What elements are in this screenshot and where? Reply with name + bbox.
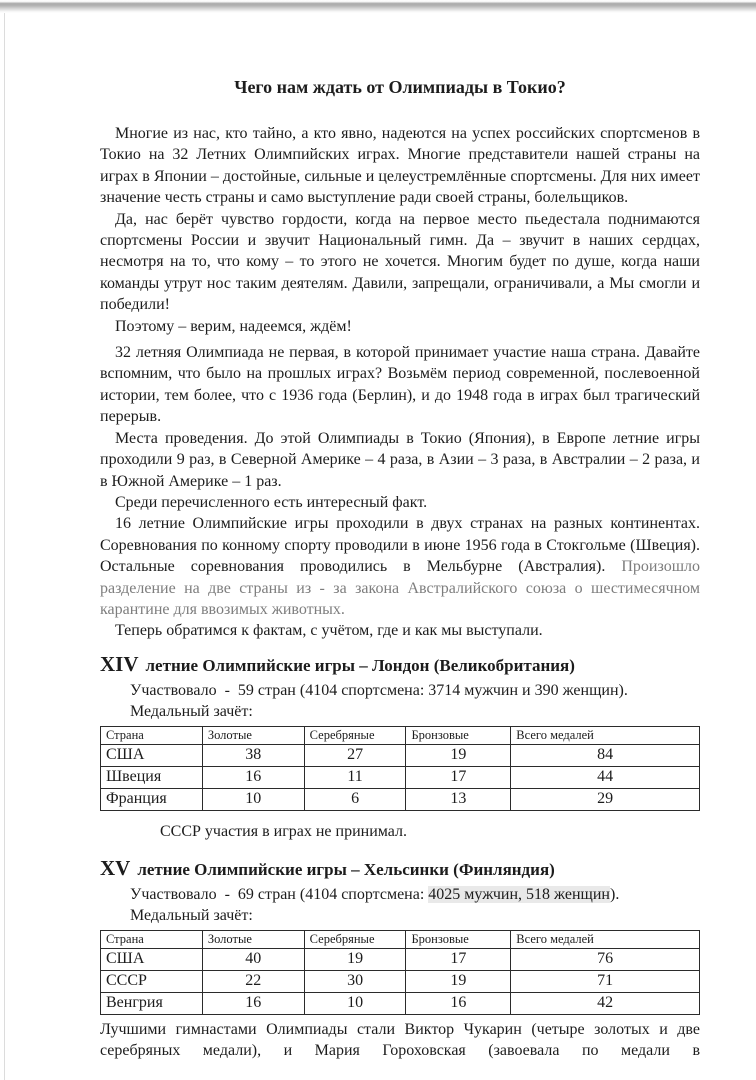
page-left-edge (4, 13, 5, 1080)
table-row (101, 948, 700, 970)
table-row (101, 744, 700, 766)
medal-table-london (100, 726, 700, 811)
column-header-silver: Серебряные (304, 726, 406, 744)
cell-bronze: 13 (406, 788, 511, 810)
participation-highlight: 4025 мужчин, 518 женщин (428, 885, 610, 903)
medal-label-helsinki: Медальный зачёт: (130, 907, 253, 925)
participation-prefix: Участвовало - 69 стран (4104 спортсмена: (130, 885, 429, 903)
cell-gold: 38 (202, 744, 304, 766)
cell-gold: 10 (202, 788, 304, 810)
cell-total: 42 (511, 992, 700, 1014)
paragraph-pride: Да, нас берёт чувство гордости, когда на первое место пьедестала поднимаются спортсмены России и звучит Национальный гимн. Да – звучит в наших сердцах, несмотря на то, что кому – то этого не хочется. Многим будет по душе, когда наши команды утрут нос таким деятелям. Давили, запрещали, ограничивали, а Мы смогли и победили! (100, 210, 700, 314)
column-header-bronze: Бронзовые (406, 930, 511, 948)
cell-country: Франция (101, 788, 203, 810)
cell-bronze: 19 (406, 744, 511, 766)
table-header-row (101, 930, 700, 948)
ussr-note: СССР участия в играх не принимал. (160, 822, 408, 840)
column-header-gold: Золотые (202, 726, 304, 744)
cell-total: 71 (511, 970, 700, 992)
document-title: Чего нам ждать от Олимпиады в Токио? (234, 77, 566, 97)
column-header-country: Страна (101, 930, 203, 948)
paragraph-intro: Многие из нас, кто тайно, а кто явно, надеются на успех российских спортсменов в Токио на 32 Летних Олимпийских играх. Многие представители нашей страны на играх в Японии – достойные, сильные и целеустремлённые спортсмены. Для них имеет значение честь страны и само выступление ради своей страны, болельщиков. (100, 125, 700, 207)
column-header-silver: Серебряные (304, 930, 406, 948)
medal-label-london: Медальный зачёт: (130, 703, 253, 721)
table-header-row (101, 726, 700, 744)
cell-country: СССР (101, 970, 203, 992)
page-top-edge (0, 0, 756, 13)
cell-gold: 16 (202, 992, 304, 1014)
section-numeral: XV (100, 855, 131, 880)
paragraph-venues: Места проведения. До этой Олимпиады в Токио (Япония), в Европе летние игры проходили 9 раз, в Северной Америке – 4 раза, в Азии – 3 раза, в Австралии – 2 раза, и в Южной Америке – 1 раз. (100, 429, 700, 490)
paragraph-two-countries-black: 16 летние Олимпийские игры проходили в двух странах на разных континентах. Соревнования по конному спорту проводили в июне 1956 года в Стокгольме (Швеция). Остальные соревнования проводились в Мельбурне (Австралия). (100, 515, 700, 576)
cell-bronze: 17 (406, 948, 511, 970)
table-row (101, 992, 700, 1014)
section-heading-helsinki (100, 856, 700, 882)
paragraph-history: 32 летняя Олимпиада не первая, в которой принимает участие наша страна. Давайте вспомним, что было на прошлых играх? Возьмём период современной, послевоенной истории, тем более, что с 1936 года (Берлин), и до 1948 года в играх был трагический перерыв. (100, 344, 700, 426)
document-page (100, 76, 700, 1062)
cell-silver: 19 (304, 948, 406, 970)
cell-gold: 22 (202, 970, 304, 992)
paragraph-fact-intro: Среди перечисленного есть интересный факт. (115, 493, 428, 511)
table-row (101, 766, 700, 788)
table-row (101, 788, 700, 810)
section-title: летние Олимпийские игры – Хельсинки (Финляндия) (137, 859, 555, 879)
participation-line-helsinki (100, 884, 700, 905)
paragraph-two-countries (100, 513, 700, 620)
participation-line-london: Участвовало - 59 стран (4104 спортсмена: 3714 мужчин и 390 женщин). (130, 681, 628, 699)
cell-total: 84 (511, 744, 700, 766)
medal-table-helsinki (100, 930, 700, 1015)
cell-silver: 27 (304, 744, 406, 766)
column-header-bronze: Бронзовые (406, 726, 511, 744)
column-header-country: Страна (101, 726, 203, 744)
cell-silver: 10 (304, 992, 406, 1014)
paragraph-gymnasts: Лучшими гимнастами Олимпиады стали Виктор Чукарин (четыре золотых и две серебряных медали), и Мария Гороховская (завоевала по медали в (100, 1020, 700, 1060)
cell-country: Швеция (101, 766, 203, 788)
cell-country: США (101, 744, 203, 766)
section-title: летние Олимпийские игры – Лондон (Великобритания) (145, 655, 575, 675)
cell-silver: 11 (304, 766, 406, 788)
cell-silver: 30 (304, 970, 406, 992)
cell-country: Венгрия (101, 992, 203, 1014)
cell-total: 44 (511, 766, 700, 788)
cell-total: 76 (511, 948, 700, 970)
cell-country: США (101, 948, 203, 970)
participation-suffix: ). (609, 885, 620, 903)
cell-gold: 40 (202, 948, 304, 970)
section-heading-london (100, 652, 700, 678)
cell-silver: 6 (304, 788, 406, 810)
column-header-total: Всего медалей (511, 930, 700, 948)
section-numeral: XIV (100, 651, 139, 676)
column-header-total: Всего медалей (511, 726, 700, 744)
cell-total: 29 (511, 788, 700, 810)
cell-bronze: 17 (406, 766, 511, 788)
cell-bronze: 19 (406, 970, 511, 992)
paragraph-two-countries-gray: Произошло разделение на две страны из - за закона Австралийского союза о шестимесячном карантине для ввозимых животных. (100, 558, 700, 618)
paragraph-hope: Поэтому – верим, надеемся, ждём! (115, 317, 352, 335)
table-row (101, 970, 700, 992)
paragraph-facts-transition: Теперь обратимся к фактам, с учётом, где и как мы выступали. (115, 622, 543, 640)
column-header-gold: Золотые (202, 930, 304, 948)
cell-gold: 16 (202, 766, 304, 788)
cell-bronze: 16 (406, 992, 511, 1014)
